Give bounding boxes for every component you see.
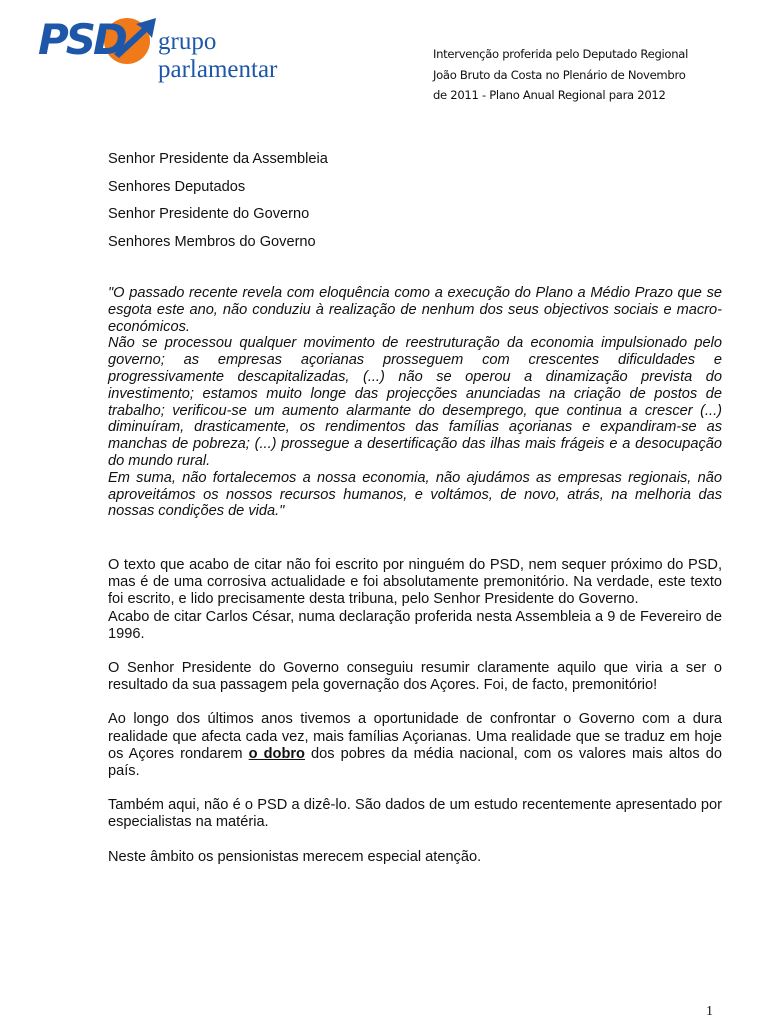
quote-paragraph: Não se processou qualquer movimento de reestruturação da economia impulsionado pelo governo; as empresas açorianas prosseguem com crescentes dificuldades e progressivamente descapitalizadas, (...) não se operou a dinamização prevista do investimento; estamos muito longe das projecções anunciadas na criação de postos de trabalho; verificou-se um aumento alarmante do desemprego, que continua a crescer (...) diminuíram, drasticamente, os rendimentos das famílias açorianas e expandiram-se as manchas de pobreza; (...) prossegue a desertificação das ilhas mais frágeis e a desocupação do mundo rural. <box>108 335 722 469</box>
page-number: 1 <box>706 1004 713 1019</box>
psd-logo <box>38 14 328 83</box>
header-note <box>433 44 733 106</box>
salutation-line: Senhor Presidente da Assembleia <box>108 151 328 167</box>
body-text-segment: dos pobres da média nacional, com os valores mais altos do país. <box>108 745 722 780</box>
body-paragraph: O Senhor Presidente do Governo conseguiu resumir claramente aquilo que viria a ser o resultado da sua passagem pela governação dos Açores. Foi, de facto, premonitório! <box>108 660 722 694</box>
quoted-passage <box>108 285 722 520</box>
salutation-line: Senhores Membros do Governo <box>108 233 316 250</box>
body-text-segment: Ao longo dos últimos anos tivemos a oportunidade de confrontar o Governo com a dura realidade que afecta cada vez, mais famílias Açorianas. Uma realidade que se traduz em hoje os Açores rondarem <box>108 711 722 762</box>
salutation-line: Senhores Deputados <box>108 178 246 195</box>
speech-body <box>108 557 722 883</box>
quote-paragraph: "O passado recente revela com eloquência como a execução do Plano a Médio Prazo que se esgota este ano, não conduziu à realização de nenhum dos seus objectivos sociais e macro-económicos. <box>108 285 722 335</box>
emphasis-o-dobro: o dobro <box>248 745 305 762</box>
body-paragraph <box>108 711 722 780</box>
body-paragraph: Neste âmbito os pensionistas merecem especial atenção. <box>108 848 482 865</box>
body-paragraph: O texto que acabo de citar não foi escrito por ninguém do PSD, nem sequer próximo do PSD, mas é de uma corrosiva actualidade e foi absolutamente premonitório. Na verdade, este texto foi escrito, e lido precisamente desta tribuna, pelo Senhor Presidente do Governo. <box>108 557 722 608</box>
body-paragraph: Também aqui, não é o PSD a dizê-lo. São dados de um estudo recentemente apresentado por especialistas na matéria. <box>108 797 722 831</box>
salutations <box>108 146 328 256</box>
salutation-line: Senhor Presidente do Governo <box>108 206 310 222</box>
quote-paragraph: Em suma, não fortalecemos a nossa economia, não ajudámos as empresas regionais, não aproveitámos os nossos recursos humanos, e voltámos, de novo, atrás, na melhoria das nossas condições de vida." <box>108 469 722 520</box>
header-note-line: João Bruto da Costa no Plenário de Novembro <box>433 67 686 82</box>
logo-subtitle: grupo parlamentar <box>158 28 278 83</box>
body-paragraph: Acabo de citar Carlos César, numa declaração proferida nesta Assembleia a 9 de Fevereiro de 1996. <box>108 608 722 642</box>
header-note-line: de 2011 - Plano Anual Regional para 2012 <box>433 88 666 102</box>
logo-acronym: PSD <box>38 15 125 64</box>
header-note-line: Intervenção proferida pelo Deputado Regional <box>433 47 688 61</box>
